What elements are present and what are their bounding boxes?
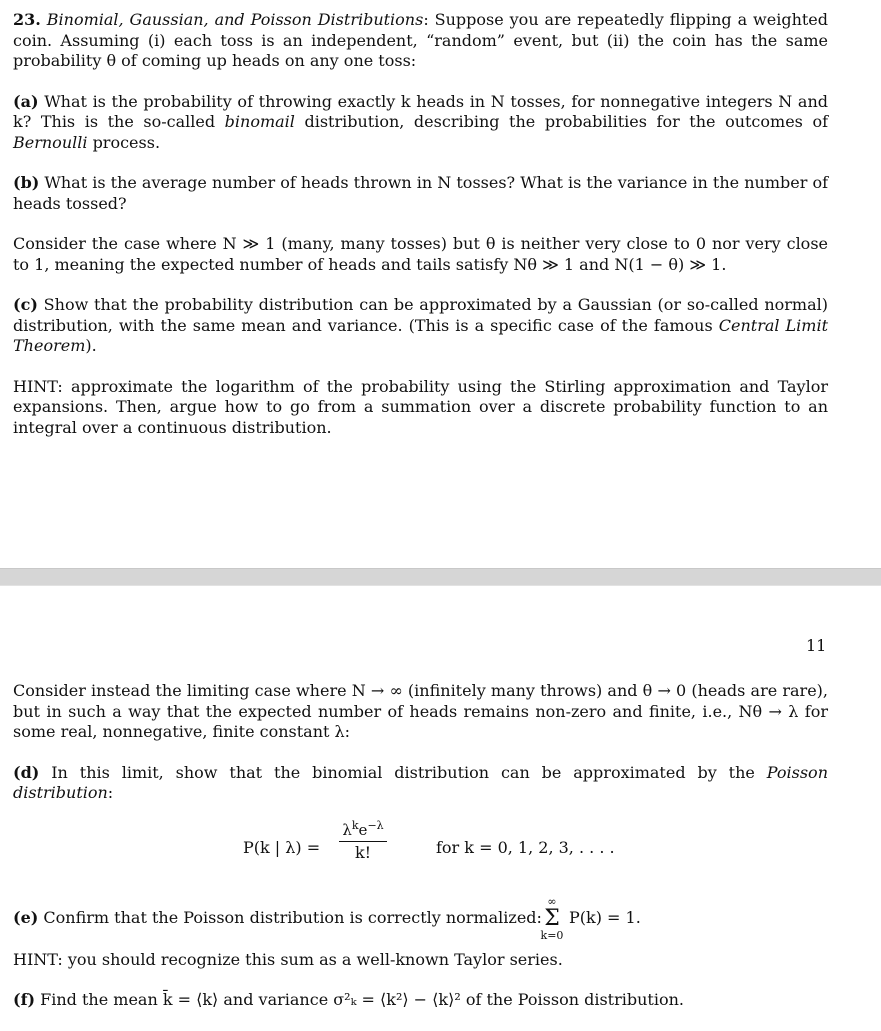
num-sup-1: k <box>351 818 359 832</box>
page-2-content <box>13 681 828 1031</box>
sigma-icon: Σ <box>544 905 560 931</box>
part-f-text: Find the mean k̄ = ⟨k⟩ and variance σ²ₖ = ⟨k²⟩ − ⟨k⟩² of the Poisson distribution. <box>40 990 684 1009</box>
equation-lhs: P(k | λ) = <box>243 837 321 857</box>
part-a-text-1: What is the probability of throwing exactly k heads in N tosses, for nonnegative integers N and k? This is the so-called <box>13 91 828 131</box>
num-base: λ <box>342 820 352 839</box>
fraction-numerator <box>339 820 387 841</box>
part-c-text-2: ). <box>85 336 97 355</box>
page-break-divider <box>0 568 881 586</box>
part-e <box>13 896 828 942</box>
page-number: 11 <box>806 636 827 655</box>
equation-fraction <box>339 820 387 864</box>
problem-number: 23. <box>13 10 41 29</box>
part-e-text-wrap <box>13 908 542 929</box>
part-d-label: (d) <box>13 762 40 782</box>
part-c-text-1: Show that the probability distribution can be approximated by a Gaussian (or so-called normal) distribution, with the same mean and variance. (This is a specific case of the famous <box>13 295 828 335</box>
part-b-label: (b) <box>13 173 40 192</box>
part-a-emphasis-2: Bernoulli <box>13 132 88 152</box>
problem-intro: 23. Binomial, Gaussian, and Poisson Distributions: Suppose you are repeatedly flipping a weighted coin. Assuming (i) each toss is an independent, “random” event, but (ii) the coin has the same probability θ of coming up heads on any one toss: <box>13 10 829 70</box>
hint-2: HINT: you should recognize this sum as a well-known Taylor series. <box>13 949 563 969</box>
part-d <box>13 763 828 804</box>
part-d-text: In this limit, show that the binomial distribution can be approximated by the <box>51 762 755 782</box>
part-c-emphasis: Central Limit Theorem <box>13 315 829 355</box>
equation-rhs: for k = 0, 1, 2, 3, . . . . <box>436 837 615 857</box>
problem-title: Binomial, Gaussian, and Poisson Distributions <box>46 10 424 29</box>
part-b-text: What is the average number of heads thrown in N tosses? What is the variance in the number of heads tossed? <box>13 173 828 213</box>
poisson-equation <box>13 820 828 884</box>
part-e-label: (e) <box>13 907 39 927</box>
page-1-content <box>13 10 828 458</box>
intro-text: Suppose you are repeatedly flipping a weighted coin. Assuming (i) each toss is an independent, “random” event, but (ii) the coin has the same probability θ of coming up heads on any one toss: <box>13 10 829 70</box>
fraction-bar <box>339 841 387 842</box>
part-a-label: (a) <box>13 91 39 111</box>
part-a <box>13 92 828 154</box>
part-c <box>13 295 828 357</box>
part-f <box>13 990 828 1011</box>
part-d-emphasis: Poisson distribution <box>13 762 828 802</box>
part-b <box>13 173 828 214</box>
part-f-label: (f) <box>13 990 36 1009</box>
sum-tail: P(k) = 1. <box>569 907 641 927</box>
num-mid: e <box>358 820 368 839</box>
part-a-text-2: distribution, describing the probabilities for the outcomes of <box>304 112 828 131</box>
consider-limit-paragraph: Consider instead the limiting case where N → ∞ (infinitely many throws) and θ → 0 (heads are rare), but in such a way that the expected number of heads remains non-zero and finite, i.e., Nθ → λ for some real, nonnegative, finite constant λ: <box>13 681 828 741</box>
part-e-text: Confirm that the Poisson distribution is correctly normalized: <box>43 907 542 927</box>
summation-symbol <box>538 896 566 942</box>
num-sup-2: −λ <box>367 818 384 832</box>
sum-lower-limit: k=0 <box>540 928 564 942</box>
sum-upper-limit: ∞ <box>547 894 557 908</box>
fraction-denominator: k! <box>354 843 372 862</box>
part-a-emphasis-1: binomail <box>224 112 295 131</box>
part-c-label: (c) <box>13 295 38 314</box>
part-d-end: : <box>107 783 114 802</box>
consider-paragraph: Consider the case where N ≫ 1 (many, many tosses) but θ is neither very close to 0 nor very close to 1, meaning the expected number of heads and tails satisfy Nθ ≫ 1 and N(1 − θ) ≫ 1. <box>13 234 828 274</box>
part-a-text-3: process. <box>92 132 161 152</box>
hint-1: HINT: approximate the logarithm of the probability using the Stirling approximation and Taylor expansions. Then, argue how to go from a summation over a discrete probability function to an integral over a continuous distribution. <box>13 376 828 437</box>
